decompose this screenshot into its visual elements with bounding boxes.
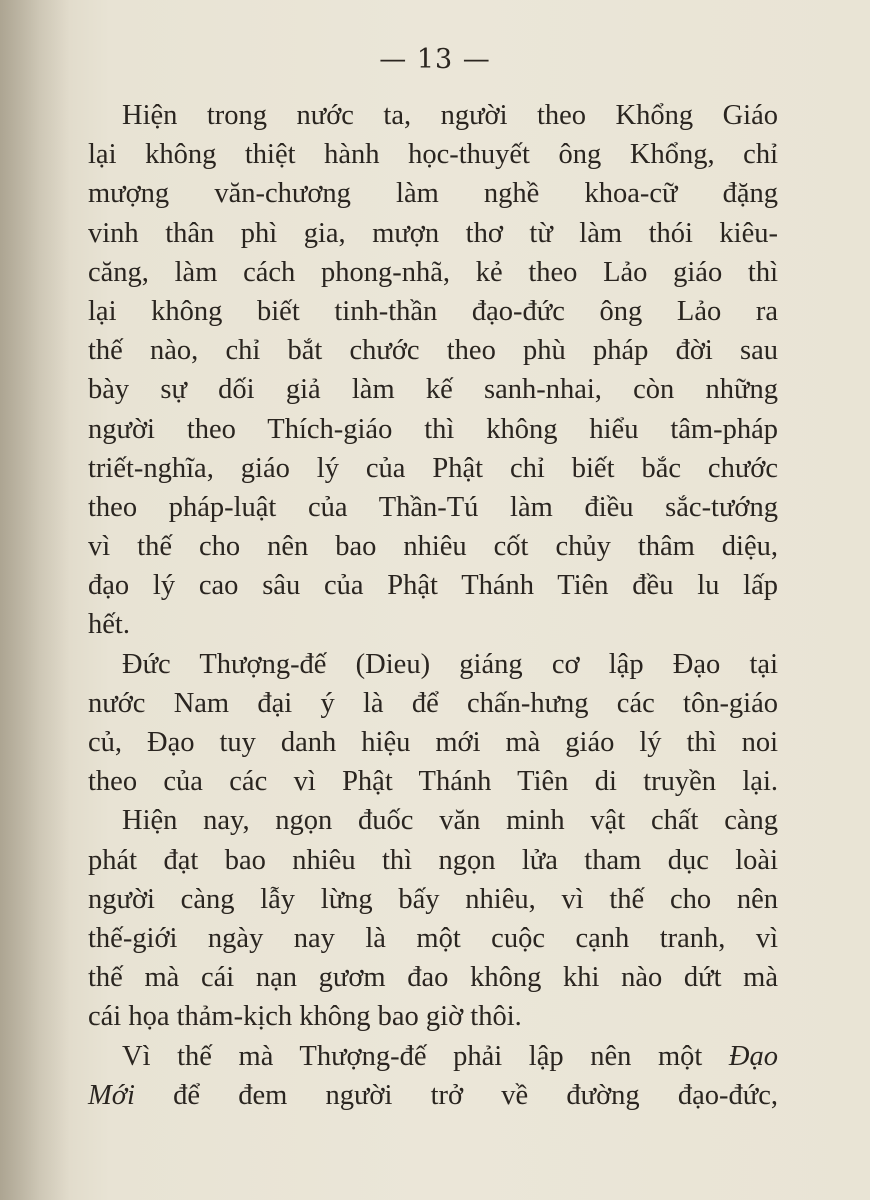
text-line: vinh thân phì gia, mượn thơ từ làm thói kiêu- bbox=[88, 217, 778, 249]
text-line: củ, Đạo tuy danh hiệu mới mà giáo lý thì noi bbox=[88, 727, 778, 758]
page-number: — 13 — bbox=[379, 44, 491, 75]
text-line: lại không biết tinh-thần đạo-đức ông Lảo ra bbox=[88, 295, 778, 327]
text-line bbox=[88, 1076, 778, 1115]
text-line: cái họa thảm-kịch không bao giờ thôi. bbox=[88, 1001, 522, 1033]
text-line: nước Nam đại ý là để chấn-hưng các tôn-giáo bbox=[88, 687, 778, 719]
text-line: theo pháp-luật của Thần-Tú làm điều sắc-tướng bbox=[88, 491, 778, 523]
body-text bbox=[88, 96, 778, 1115]
paragraph-2 bbox=[88, 645, 778, 802]
paragraph-3 bbox=[88, 801, 778, 1036]
paragraph-1 bbox=[88, 96, 778, 645]
text-line: bày sự dối giả làm kế sanh-nhai, còn những bbox=[88, 374, 778, 406]
text-line: mượng văn-chương làm nghề khoa-cữ đặng bbox=[88, 178, 778, 210]
text-line: thế-giới ngày nay là một cuộc cạnh tranh, vì bbox=[88, 922, 778, 954]
text-line: triết-nghĩa, giáo lý của Phật chỉ biết bắc chước bbox=[88, 452, 778, 484]
text-line: thế nào, chỉ bắt chước theo phù pháp đời sau bbox=[88, 335, 778, 367]
text-line: thế mà cái nạn gươm đao không khi nào dứt mà bbox=[88, 962, 778, 994]
text-line: Hiện nay, ngọn đuốc văn minh vật chất càng bbox=[122, 805, 778, 837]
text-line: hết. bbox=[88, 609, 130, 641]
text-span: Vì thế mà Thượng-đế phải lập nên một bbox=[122, 1040, 703, 1072]
text-line: phát đạt bao nhiêu thì ngọn lửa tham dục loài bbox=[88, 844, 778, 876]
text-line: người theo Thích-giáo thì không hiểu tâm-pháp bbox=[88, 413, 778, 445]
text-line: lại không thiệt hành học-thuyết ông Khổng, chỉ bbox=[88, 139, 778, 171]
page-spine-shadow bbox=[0, 0, 70, 1200]
text-line: vì thế cho nên bao nhiêu cốt chủy thâm diệu, bbox=[88, 531, 778, 563]
text-line: căng, làm cách phong-nhã, kẻ theo Lảo giáo thì bbox=[88, 256, 778, 288]
text-line: Đức Thượng-đế (Dieu) giáng cơ lập Đạo tại bbox=[122, 648, 778, 680]
text-span: để đem người trở về đường đạo-đức, bbox=[173, 1079, 779, 1111]
text-line: theo của các vì Phật Thánh Tiên di truyền lại. bbox=[88, 766, 778, 798]
italic-text: Mới bbox=[88, 1079, 135, 1111]
text-line: đạo lý cao sâu của Phật Thánh Tiên đều lu lấp bbox=[88, 570, 778, 602]
text-line bbox=[88, 1037, 778, 1076]
paragraph-4 bbox=[88, 1037, 778, 1115]
italic-text: Đạo bbox=[728, 1040, 779, 1072]
text-line: người càng lẫy lừng bấy nhiêu, vì thế cho nên bbox=[88, 883, 778, 915]
text-line: Hiện trong nước ta, người theo Khổng Giáo bbox=[122, 100, 778, 131]
